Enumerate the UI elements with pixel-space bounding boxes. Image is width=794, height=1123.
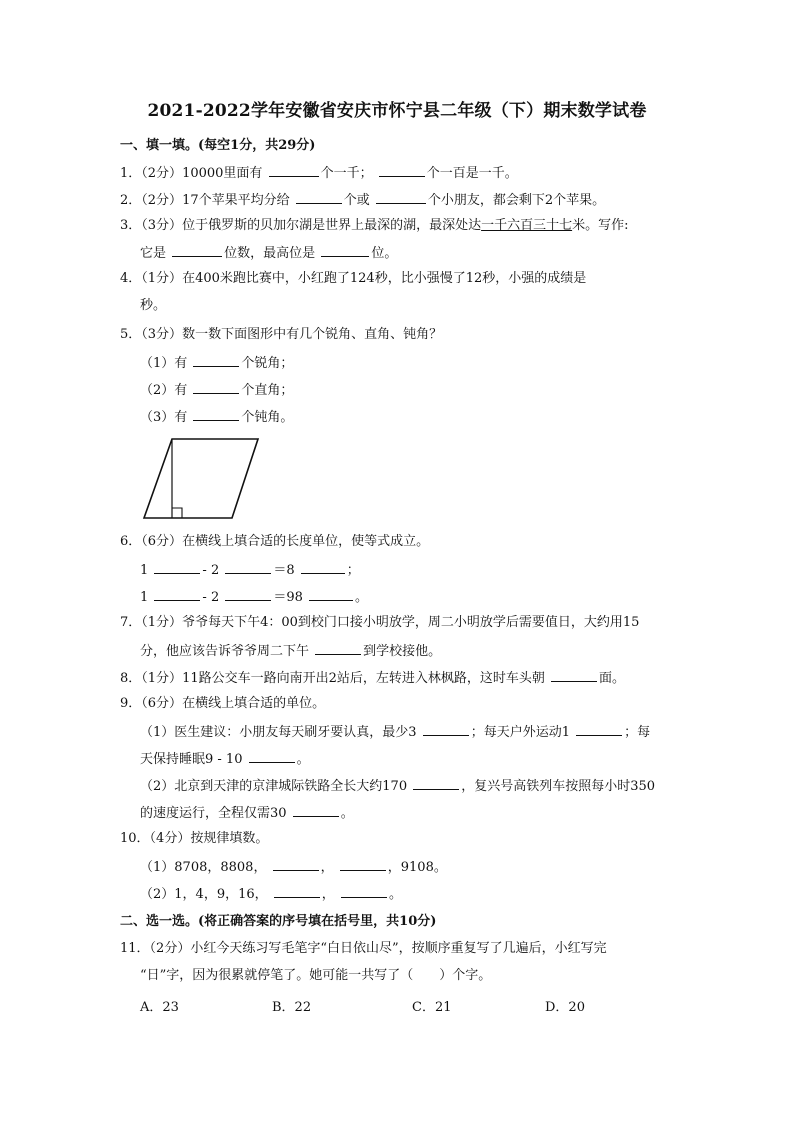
q6-r1-c: ＝8	[273, 563, 295, 578]
q10-s2-a: （2）1，4，9，16，	[140, 887, 268, 902]
q8-score: （1分）	[141, 671, 183, 686]
q7-score: （1分）	[141, 615, 183, 630]
q2-number: 2．	[120, 193, 142, 208]
q5-blank-3[interactable]	[193, 407, 239, 421]
q9-s1-line2-b: 。	[296, 752, 310, 767]
q5-score: （3分）	[141, 327, 183, 342]
q9-s1-c: ；每	[624, 725, 651, 740]
q7-number: 7．	[120, 615, 142, 630]
q9-s2-b: ，复兴号高铁列车按照每小时350	[461, 779, 656, 794]
q10-s1-a: （1）8708，8808，	[140, 860, 267, 875]
q10-s1-b: ，	[320, 860, 334, 875]
q9-s1-b: ；每天户外运动1	[470, 725, 570, 740]
q3-line2-c: 位。	[371, 246, 398, 261]
q9-blank-1[interactable]	[423, 722, 469, 736]
q7-line2-a: 分，他应该告诉爷爷周二下午	[140, 644, 310, 659]
question-6	[120, 533, 429, 551]
q9-blank-5[interactable]	[293, 803, 339, 817]
q6-row-1	[140, 560, 360, 580]
q6-r1-b: - 2	[202, 563, 220, 578]
question-11-line-2: “日”字，因为很累就停笔了。她可能一共写了（ ）个字。	[140, 968, 492, 983]
section-1-heading: 一、填一填。(每空1分，共29分)	[120, 138, 316, 153]
q11-option-d[interactable]: D．20	[545, 1000, 585, 1015]
q6-r2-a: 1	[140, 590, 149, 605]
q9-blank-4[interactable]	[413, 776, 459, 790]
q6-row-2	[140, 587, 368, 607]
q9-number: 9．	[120, 696, 142, 711]
q10-s2-c: 。	[388, 887, 402, 902]
q5-sub-2	[140, 380, 293, 400]
q3-blank-1[interactable]	[172, 243, 222, 257]
q10-sub-1	[140, 857, 447, 877]
q8-text-a: 11路公交车一路向南开出2站后，左转进入林枫路，这时车头朝	[182, 671, 545, 686]
q9-text: 在横线上填合适的单位。	[182, 696, 326, 711]
q2-text-a: 17个苹果平均分给	[182, 193, 290, 208]
q5-sub-1	[140, 353, 293, 373]
q5-sub3-a: （3）有	[140, 410, 188, 425]
q10-text: 按规律填数。	[190, 831, 269, 846]
q6-blank-6[interactable]	[309, 587, 353, 601]
q11-option-c[interactable]: C．21	[412, 1000, 452, 1015]
q5-sub1-a: （1）有	[140, 356, 188, 371]
q6-text: 在横线上填合适的长度单位，使等式成立。	[182, 534, 430, 549]
q9-s1-a: （1）医生建议：小朋友每天刷牙要认真，最少3	[140, 725, 417, 740]
q10-blank-3[interactable]	[274, 884, 320, 898]
q9-sub-1-line-2	[140, 749, 310, 769]
q5-sub1-b: 个锐角；	[241, 356, 294, 371]
q6-r1-d: ；	[346, 563, 360, 578]
q10-s2-b: ，	[321, 887, 335, 902]
q11-option-b[interactable]: B．22	[272, 1000, 312, 1015]
q2-blank-2[interactable]	[376, 190, 426, 204]
question-1	[120, 163, 518, 183]
q10-number: 10．	[120, 831, 150, 846]
section-2-heading: 二、选一选。(将正确答案的序号填在括号里，共10分)	[120, 914, 437, 929]
q8-number: 8．	[120, 671, 142, 686]
q6-blank-4[interactable]	[154, 587, 200, 601]
q6-blank-2[interactable]	[225, 560, 271, 574]
q6-number: 6．	[120, 534, 142, 549]
q7-blank-1[interactable]	[315, 641, 361, 655]
q5-blank-2[interactable]	[193, 380, 239, 394]
question-3	[120, 217, 628, 235]
q3-line2-b: 位数，最高位是	[224, 246, 316, 261]
q4-text: 在400米跑比赛中，小红跑了124秒，比小强慢了12秒，小强的成绩是	[182, 271, 587, 286]
q5-sub2-a: （2）有	[140, 383, 188, 398]
q10-score: （4分）	[149, 831, 191, 846]
q11-option-a[interactable]: A．23	[140, 1000, 179, 1015]
q4-number: 4．	[120, 271, 142, 286]
q7-line2-b: 到学校接他。	[363, 644, 442, 659]
q6-blank-3[interactable]	[301, 560, 345, 574]
q5-number: 5．	[120, 327, 142, 342]
q5-text: 数一数下面图形中有几个锐角、直角、钝角？	[182, 327, 443, 342]
q2-text-b: 个或	[343, 193, 370, 208]
q8-blank-1[interactable]	[551, 668, 597, 682]
q9-blank-2[interactable]	[576, 722, 622, 736]
page-title: 2021-2022学年安徽省安庆市怀宁县二年级（下）期末数学试卷	[147, 101, 647, 121]
q3-line2-a: 它是	[140, 246, 167, 261]
q9-score: （6分）	[141, 696, 183, 711]
q3-score: （3分）	[141, 218, 183, 233]
q2-text-c: 个小朋友，都会剩下2个苹果。	[427, 193, 606, 208]
q1-blank-1[interactable]	[269, 163, 319, 177]
q6-r2-b: - 2	[202, 590, 220, 605]
q10-blank-4[interactable]	[341, 884, 387, 898]
q10-blank-2[interactable]	[340, 857, 386, 871]
q2-blank-1[interactable]	[296, 190, 342, 204]
q1-blank-2[interactable]	[379, 163, 425, 177]
question-4	[120, 270, 586, 288]
q9-sub-1	[140, 722, 650, 742]
q10-sub-2	[140, 884, 402, 904]
q1-text-a: 10000里面有	[182, 166, 263, 181]
question-4-line-2: 秒。	[140, 298, 167, 313]
q10-s1-c: ，9108。	[387, 860, 447, 875]
right-angle-mark	[172, 508, 182, 518]
q9-sub-2	[140, 776, 655, 796]
q6-blank-5[interactable]	[225, 587, 271, 601]
question-7-line-2	[140, 641, 441, 661]
q3-blank-2[interactable]	[321, 243, 369, 257]
question-11	[120, 940, 607, 958]
q3-number: 3．	[120, 218, 142, 233]
q9-s1-line2-a: 天保持睡眠9 - 10	[140, 752, 243, 767]
question-3-line-2	[140, 243, 397, 263]
q9-s2-line2-b: 。	[340, 806, 354, 821]
question-2	[120, 190, 605, 210]
question-5	[120, 326, 442, 344]
q11-number: 11．	[120, 941, 150, 956]
q6-r1-a: 1	[140, 563, 149, 578]
q5-sub-3	[140, 407, 293, 427]
q6-blank-1[interactable]	[154, 560, 200, 574]
q8-text-b: 面。	[599, 671, 626, 686]
q3-text-b: 米。写作:	[572, 218, 629, 233]
q3-text-a: 位于俄罗斯的贝加尔湖是世界上最深的湖，最深处达	[182, 218, 482, 233]
q7-text: 爷爷每天下午4：00到校门口接小明放学，周二小明放学后需要值日，大约用15	[182, 615, 640, 630]
q3-underlined-number: 一千六百三十七	[481, 218, 573, 233]
parallelogram-figure	[140, 436, 264, 522]
q9-s2-line2-a: 的速度运行，全程仅需30	[140, 806, 287, 821]
question-8	[120, 668, 625, 688]
q4-score: （1分）	[141, 271, 183, 286]
q11-score: （2分）	[149, 941, 191, 956]
q6-r2-c: ＝98	[273, 590, 303, 605]
question-9	[120, 695, 325, 713]
q9-sub-2-line-2	[140, 803, 354, 823]
q10-blank-1[interactable]	[273, 857, 319, 871]
q5-sub3-b: 个钝角。	[241, 410, 294, 425]
q11-text: 小红今天练习写毛笔字“白日依山尽”，按顺序重复写了几遍后，小红写完	[190, 941, 607, 956]
q6-score: （6分）	[141, 534, 183, 549]
q1-number: 1．	[120, 166, 142, 181]
q5-sub2-b: 个直角；	[241, 383, 294, 398]
q6-r2-d: 。	[355, 590, 369, 605]
parallelogram-outline	[144, 439, 258, 518]
q5-blank-1[interactable]	[193, 353, 239, 367]
q2-score: （2分）	[141, 193, 183, 208]
q1-text-c: 个一百是一千。	[426, 166, 518, 181]
question-10	[120, 830, 268, 848]
q9-s2-a: （2）北京到天津的京津城际铁路全长大约170	[140, 779, 408, 794]
q1-score: （2分）	[141, 166, 183, 181]
q9-blank-3[interactable]	[249, 749, 295, 763]
question-7	[120, 614, 639, 632]
q1-text-b: 个一千；	[320, 166, 373, 181]
